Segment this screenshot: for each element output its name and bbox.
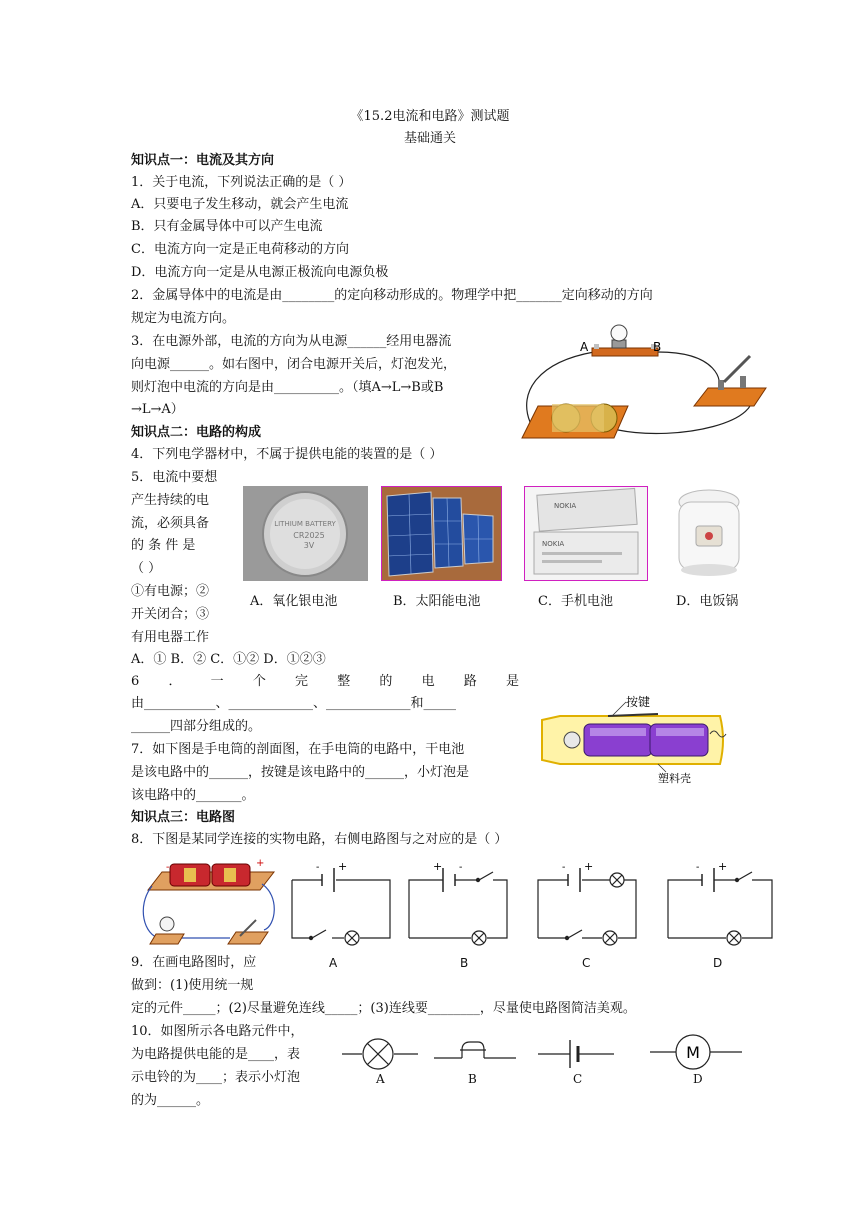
circuit-photo-figure [518,322,780,446]
question-2-line-1: 2．金属导体中的电流是由________的定向移动形成的。物理学中把_______定向移动的方向 [131,288,653,303]
diagram-label-a: A [329,956,338,970]
word: ． [168,674,182,689]
question-10-line-2: 为电路提供电能的是____，表 [131,1047,301,1062]
question-1: 1．关于电流，下列说法正确的是（ ） [131,175,352,190]
question-3-line-3: 则灯泡中电流的方向是由__________。（填A→L→B或B [131,380,444,395]
word: 一 [210,674,224,689]
phone-battery-brand: NOKIA [542,540,565,548]
circuit-diagram-b [403,860,513,946]
real-circuit-figure [140,856,280,948]
terminal-label-a: A [580,340,589,354]
circuit-diagram-a [286,860,396,946]
image-caption-a: A．氧化银电池 [250,594,338,609]
battery-cells [552,404,604,432]
question-1-option-c: C．电流方向一定是正电荷移动的方向 [131,242,349,257]
question-9-line-1: 9．在画电路图时，应 [131,955,257,970]
question-10-line-4: 的为______。 [131,1093,210,1108]
phone-battery-brand: NOKIA [554,502,577,510]
image-caption-c: C．手机电池 [538,594,613,609]
word: 整 [337,674,351,689]
question-3-line-4: →L→A） [131,402,184,417]
negative-sign: - [459,862,463,873]
battery-imprint: LITHIUM BATTERY [274,520,336,528]
question-5-line: 流，必须具备 [131,516,210,531]
question-7-line-1: 7．如下图是手电筒的剖面图，在手电筒的电路中，干电池 [131,742,465,757]
negative-sign: - [562,862,566,873]
symbol-label-a: A [376,1072,385,1086]
bell-symbol-icon [432,1036,518,1072]
question-5-line: 产生持续的电 [131,493,210,508]
question-5-line: 开关闭合；③ [131,607,210,622]
rice-cooker-image [670,486,748,581]
shell-label: 塑料壳 [658,772,691,784]
page-subtitle: 基础通关 [403,131,456,146]
section-heading-1: 知识点一：电流及其方向 [131,153,275,168]
battery-imprint: CR2025 [293,531,325,540]
battery-imprint: 3V [303,541,315,550]
terminal-label-b: B [653,340,662,354]
page-title: 《15.2电流和电路》测试题 [350,109,510,124]
question-7-line-2: 是该电路中的______，按键是该电路中的______，小灯泡是 [131,765,470,780]
switch-lever [724,356,750,382]
question-1-option-a: A．只要电子发生移动，就会产生电流 [131,197,349,212]
question-5-options: A．① B．② C．①② D．①②③ [131,652,326,667]
question-4: 4．下列电学器材中，不属于提供电能的装置的是（ ） [131,447,443,462]
question-5-line: 的 条 件 是 [131,538,196,553]
lamp-symbol-icon [340,1036,420,1072]
section-heading-3: 知识点三：电路图 [131,810,236,825]
symbol-label-b: B [468,1072,477,1086]
negative-sign: - [696,862,700,873]
image-caption-d: D．电饭锅 [676,594,739,609]
question-2-line-2: 规定为电流方向。 [131,311,236,326]
question-7-line-3: 该电路中的_______。 [131,788,255,803]
motor-letter: M [686,1043,700,1062]
positive-sign: + [338,860,348,873]
bulb-icon [564,732,580,748]
question-3-line-1: 3．在电源外部，电流的方向为从电源______经用电器流 [131,334,452,349]
question-3-line-2: 向电源______。如右图中，闭合电源开关后，灯泡发光， [131,357,457,372]
word: 6 [131,674,140,689]
question-5-line: ①有电源；② [131,584,210,599]
question-1-option-d: D．电流方向一定是从电源正极流向电源负极 [131,265,389,280]
flashlight-figure [538,692,732,784]
image-caption-b: B．太阳能电池 [393,594,481,609]
question-9-line-3: 定的元件_____；(2)尽量避免连线_____；(3)连线要________，尽量使电路图简洁美观。 [131,1001,636,1016]
solar-panel-image [381,486,502,581]
word: 的 [379,674,393,689]
bulb-icon [160,917,174,931]
phone-battery-image [524,486,648,581]
question-5-line: 5．电流中要想 [131,470,218,485]
question-6-line-1 [131,672,519,691]
circuit-diagram-c [532,860,642,946]
negative-sign: - [166,862,170,873]
positive-sign: + [256,858,265,869]
circuit-diagram-d [662,860,778,946]
lamp-board [592,348,658,356]
question-9-line-2: 做到：(1)使用统一规 [131,978,254,993]
battery-symbol-icon [536,1036,616,1072]
word: 个 [252,674,266,689]
question-8: 8．下图是某同学连接的实物电路，右侧电路图与之对应的是（ ） [131,832,508,847]
section-heading-2: 知识点二：电路的构成 [131,425,262,440]
negative-sign: - [316,862,320,873]
question-6-line-2: 由___________、_____________、_____________和_____ [131,696,456,711]
question-5-line: 有用电器工作 [131,630,210,645]
positive-sign: + [718,860,728,873]
word: 电 [421,674,435,689]
question-10-line-1: 10．如图所示各电路元件中， [131,1024,304,1039]
positive-sign: + [584,860,594,873]
diagram-label-b: B [460,956,469,970]
motor-symbol-icon [648,1032,744,1072]
question-6-line-3: ______四部分组成的。 [131,719,262,734]
diagram-label-c: C [582,956,591,970]
button-label: 按键 [626,695,651,709]
silver-oxide-battery-image [243,486,368,581]
symbol-label-c: C [573,1072,583,1086]
question-10-line-3: 示电铃的为____；表示小灯泡 [131,1070,301,1085]
symbol-label-d: D [693,1072,703,1086]
word: 是 [505,674,519,689]
question-5-line: （ ） [131,561,162,576]
switch-board [694,388,766,406]
positive-sign: + [433,860,443,873]
bulb-icon [611,325,627,341]
diagram-label-d: D [713,956,723,970]
word: 路 [463,674,477,689]
word: 完 [295,674,309,689]
question-1-option-b: B．只有金属导体中可以产生电流 [131,219,323,234]
